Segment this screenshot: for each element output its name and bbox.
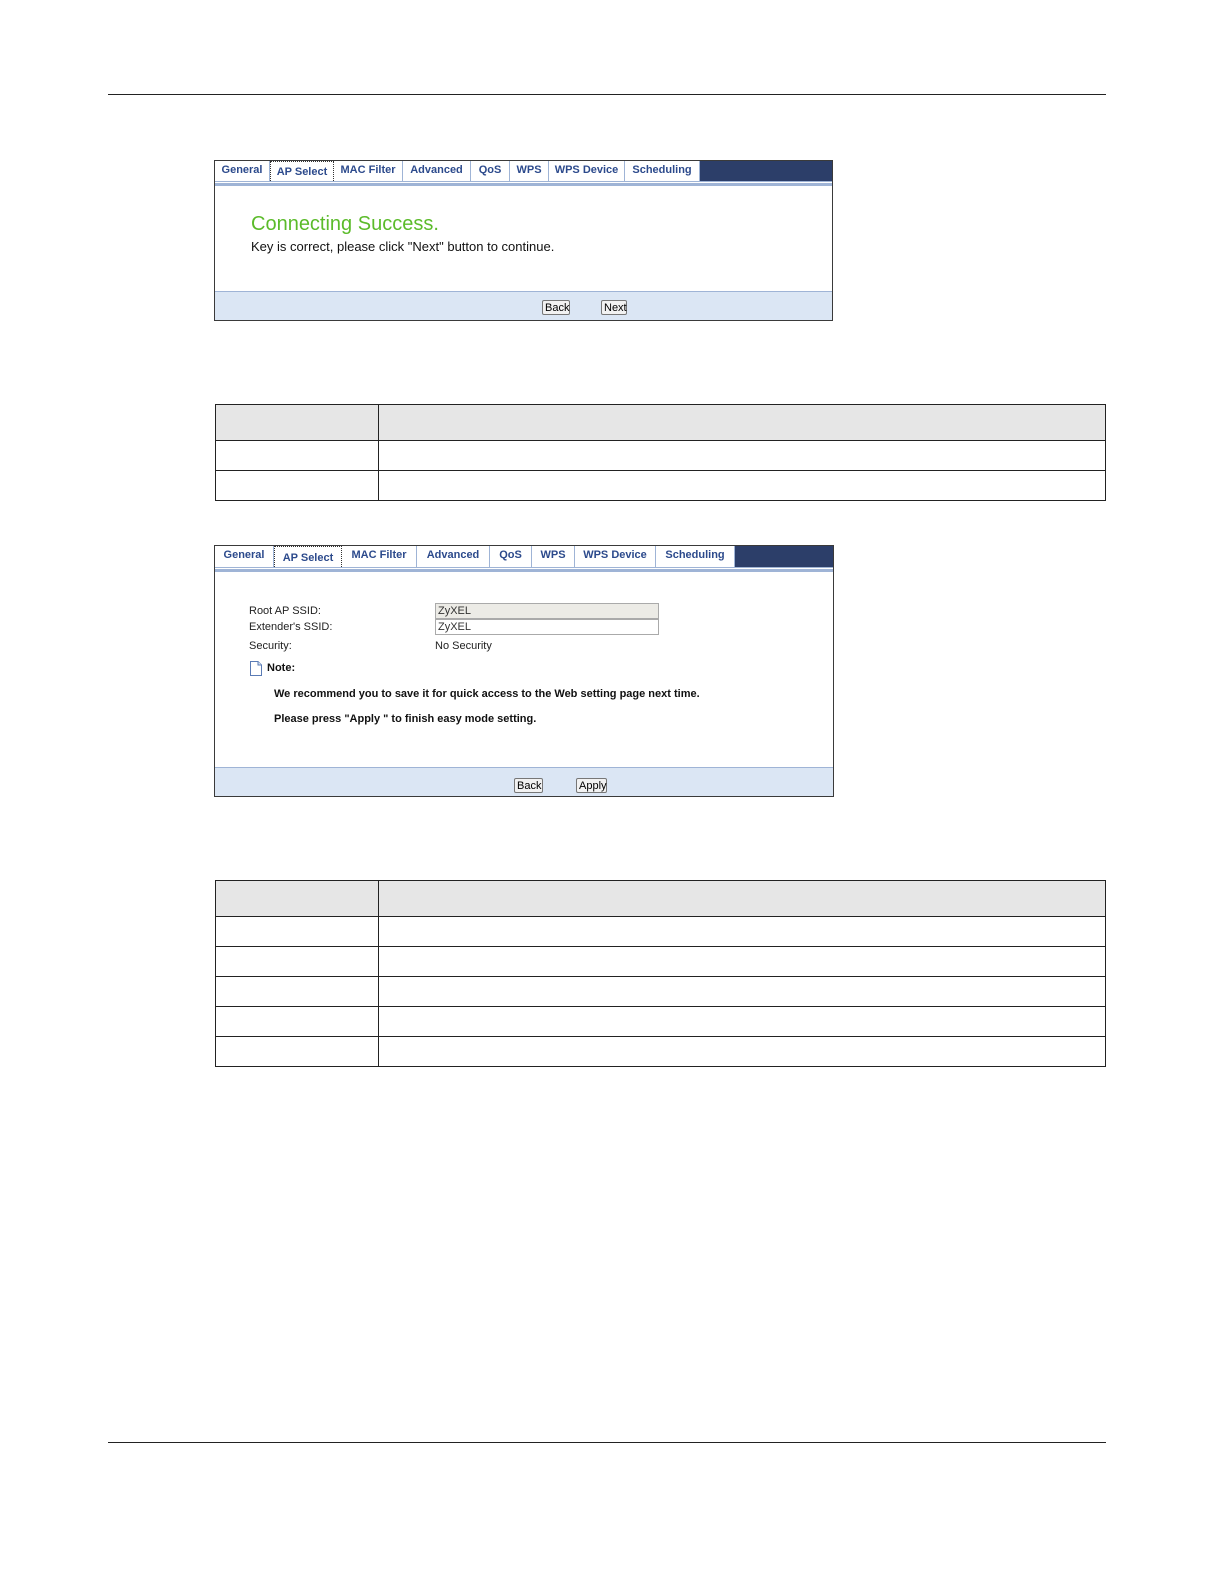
table-row [216, 1037, 1106, 1067]
note-icon [250, 661, 262, 676]
field-table-1 [215, 404, 1106, 501]
success-title: Connecting Success. [251, 213, 439, 235]
security-value: No Security [435, 640, 492, 652]
extender-ssid-field[interactable]: ZyXEL [435, 619, 659, 635]
tab-wps-device[interactable]: WPS Device [549, 161, 625, 181]
tab-general[interactable]: General [215, 161, 270, 181]
next-button[interactable]: Next [601, 300, 627, 315]
header-rule [108, 94, 1106, 95]
tab-qos[interactable]: QoS [471, 161, 510, 181]
back-button[interactable]: Back [514, 778, 543, 793]
table-header-row [216, 405, 1106, 441]
connecting-success-panel [214, 160, 833, 321]
footer-rule [108, 1442, 1106, 1443]
security-label: Security: [249, 640, 292, 652]
ap-select-summary-panel [214, 545, 834, 797]
table-row [216, 471, 1106, 501]
tab-mac-filter[interactable]: MAC Filter [334, 161, 403, 181]
tab-advanced[interactable]: Advanced [403, 161, 471, 181]
note-label: Note: [267, 662, 296, 674]
tab-ap-select[interactable]: AP Select [270, 161, 334, 181]
button-footer [215, 767, 833, 796]
apply-button[interactable]: Apply [576, 778, 607, 793]
table-row [216, 441, 1106, 471]
tab-wps[interactable]: WPS [510, 161, 549, 181]
tab-general[interactable]: General [215, 546, 274, 567]
extender-ssid-label: Extender's SSID: [249, 621, 333, 633]
success-message: Key is correct, please click "Next" button to continue. [251, 239, 555, 254]
tab-advanced[interactable]: Advanced [417, 546, 490, 567]
tab-wps[interactable]: WPS [532, 546, 575, 567]
note-line-1: We recommend you to save it for quick access to the Web setting page next time. [274, 688, 700, 700]
table-row [216, 1007, 1106, 1037]
root-ap-ssid-label: Root AP SSID: [249, 605, 321, 617]
table-header-row [216, 881, 1106, 917]
tab-bar [215, 546, 833, 568]
tab-mac-filter[interactable]: MAC Filter [342, 546, 417, 567]
tab-bar [215, 161, 832, 182]
note-line-2: Please press "Apply " to finish easy mode setting. [274, 713, 537, 725]
button-footer [215, 291, 832, 320]
table-row [216, 977, 1106, 1007]
table-row [216, 917, 1106, 947]
tab-qos[interactable]: QoS [490, 546, 532, 567]
tab-ap-select[interactable]: AP Select [274, 546, 342, 567]
back-button[interactable]: Back [542, 300, 570, 315]
tab-scheduling[interactable]: Scheduling [656, 546, 735, 567]
root-ap-ssid-field: ZyXEL [435, 603, 659, 619]
tab-wps-device[interactable]: WPS Device [575, 546, 656, 567]
tab-scheduling[interactable]: Scheduling [625, 161, 700, 181]
field-table-2 [215, 880, 1106, 1067]
table-row [216, 947, 1106, 977]
